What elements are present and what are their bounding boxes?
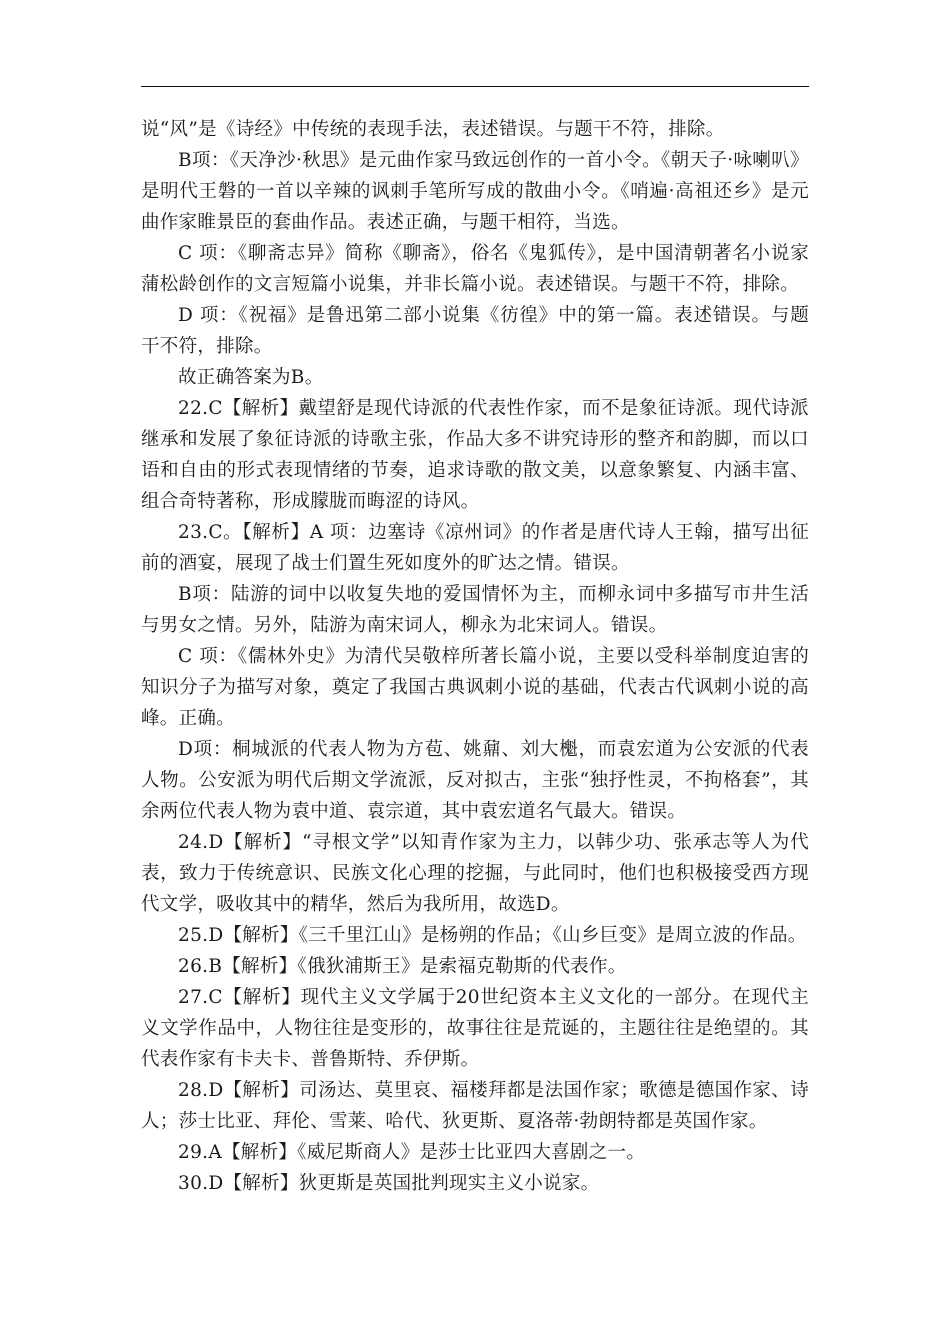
paragraph-q29: 29.A【解析】《威尼斯商人》是莎士比亚四大喜剧之一。 — [178, 1142, 646, 1163]
paragraph-q27: 27.C【解析】现代主义文学属于20世纪资本主义文化的一部分。在现代主义文学作品中，人物往往是变形的，故事往往是荒诞的，主题往往是绝望的。其代表作家有卡夫卡、普鲁斯特、乔伊斯。 — [141, 987, 809, 1070]
paragraph-q25: 25.D【解析】《三千里江山》是杨朔的作品；《山乡巨变》是周立波的作品。 — [178, 925, 807, 946]
paragraph-q23-a: 23.C。【解析】A 项：边塞诗《凉州词》的作者是唐代诗人王翰，描写出征前的酒宴，展现了战士们置生死如度外的旷达之情。错误。 — [141, 522, 809, 574]
paragraph-option-b: B项：《天净沙·秋思》是元曲作家马致远创作的一首小令。《朝天子·咏喇叭》是明代王磐的一首以辛辣的讽刺手笔所写成的散曲小令。《哨遍·高祖还乡》是元曲作家睢景臣的套曲作品。表述正确，与题干相符，当选。 — [141, 150, 809, 233]
paragraph-q24: 24.D【解析】“寻根文学”以知青作家为主力，以韩少功、张承志等人为代表，致力于传统意识、民族文化心理的挖掘，与此同时，他们也积极接受西方现代文学，吸收其中的精华，然后为我所用，故选D。 — [141, 832, 809, 915]
document-body — [141, 114, 809, 1199]
paragraph-q23-c: C 项：《儒林外史》为清代吴敬梓所著长篇小说，主要以受科举制度迫害的知识分子为描写对象，奠定了我国古典讽刺小说的基础，代表古代讽刺小说的高峰。正确。 — [141, 646, 809, 729]
paragraph-answer-21: 故正确答案为B。 — [178, 367, 324, 388]
paragraph-q23-d: D项：桐城派的代表人物为方苞、姚鼐、刘大櫆，而袁宏道为公安派的代表人物。公安派为明代后期文学流派，反对拟古，主张“独抒性灵，不拘格套”，其余两位代表人物为袁中道、袁宗道，其中袁宏道名气最大。错误。 — [141, 739, 809, 822]
paragraph-q30: 30.D【解析】狄更斯是英国批判现实主义小说家。 — [178, 1173, 600, 1194]
paragraph-option-c: C 项：《聊斋志异》简称《聊斋》，俗名《鬼狐传》，是中国清朝著名小说家蒲松龄创作的文言短篇小说集，并非长篇小说。表述错误。与题干不符，排除。 — [141, 243, 809, 295]
header-rule — [141, 86, 809, 87]
paragraph-q23-b: B项：陆游的词中以收复失地的爱国情怀为主，而柳永词中多描写市井生活与男女之情。另外，陆游为南宋词人，柳永为北宋词人。错误。 — [141, 584, 809, 636]
paragraph-q26: 26.B【解析】《俄狄浦斯王》是索福克勒斯的代表作。 — [178, 956, 627, 977]
paragraph-option-d: D 项：《祝福》是鲁迅第二部小说集《彷徨》中的第一篇。表述错误。与题干不符，排除。 — [141, 305, 809, 357]
paragraph-q22: 22.C【解析】戴望舒是现代诗派的代表性作家，而不是象征诗派。现代诗派继承和发展了象征诗派的诗歌主张，作品大多不讲究诗形的整齐和韵脚，而以口语和自由的形式表现情绪的节奏，追求诗歌的散文美，以意象繁复、内涵丰富、组合奇特著称，形成朦胧而晦涩的诗风。 — [141, 398, 809, 512]
paragraph-q28: 28.D【解析】司汤达、莫里哀、福楼拜都是法国作家；歌德是德国作家、诗人；莎士比亚、拜伦、雪莱、哈代、狄更斯、夏洛蒂·勃朗特都是英国作家。 — [141, 1080, 809, 1132]
paragraph-continuation-a: 说“风”是《诗经》中传统的表现手法，表述错误。与题干不符，排除。 — [141, 119, 725, 140]
